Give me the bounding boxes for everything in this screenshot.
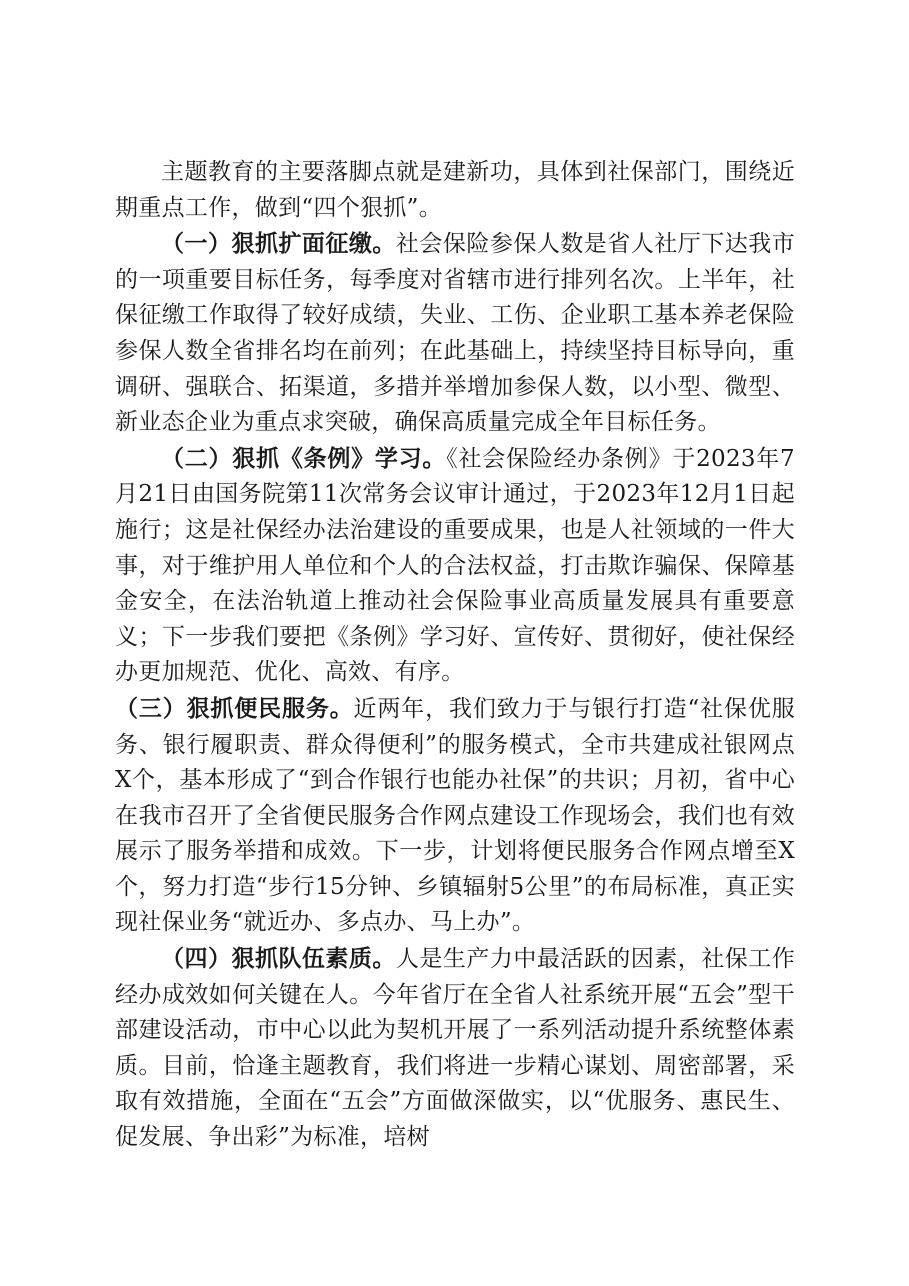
paragraph-text: 主题教育的主要落脚点就是建新功，具体到社保部门，围绕近期重点工作，做到“四个狠抓”。 [115, 159, 795, 221]
paragraph-section-3 [115, 691, 795, 941]
section-heading: （二）狠抓《条例》学习。 [161, 444, 447, 472]
paragraph-text: 《社会保险经办条例》于2023年7月21日由国务院第11次常务会议审计通过，于2023年12月1日起施行；这是社保经办法治建设的重要成果，也是人社领域的一件大事，对于维护用人单位和个人的合法权益，打击欺诈骗保、保障基金安全，在法治轨道上推动社会保险事业高质量发展具有重要意义；下一步我们要把《条例》学习好、宣传好、贯彻好，使社保经办更加规范、优化、高效、有序。 [115, 445, 795, 686]
paragraph-text: 近两年，我们致力于与银行打造“社保优服务、银行履职责、群众得便利”的服务模式，全市共建成社银网点X个，基本形成了“到合作银行也能办社保”的共识；月初，省中心在我市召开了全省便民服务合作网点建设工作现场会，我们也有效展示了服务举措和成效。下一步，计划将便民服务合作网点增至X个，努力打造“步行15分钟、乡镇辐射5公里”的布局标准，真正实现社保业务“就近办、多点办、马上办”。 [115, 695, 795, 936]
document-body [115, 154, 795, 1156]
paragraph-intro [115, 154, 795, 226]
section-heading: （四）狠抓队伍素质。 [161, 945, 396, 973]
paragraph-text: 社会保险参保人数是省人社厅下达我市的一项重要目标任务，每季度对省辖市进行排列名次。上半年，社保征缴工作取得了较好成绩，失业、工伤、企业职工基本养老保险参保人数全省排名均在前列；在此基础上，持续坚持目标导向，重调研、强联合、拓渠道，多措并举增加参保人数，以小型、微型、新业态企业为重点求突破，确保高质量完成全年目标任务。 [115, 231, 796, 436]
paragraph-section-2 [115, 441, 795, 691]
paragraph-text: 人是生产力中最活跃的因素，社保工作经办成效如何关键在人。今年省厅在全省人社系统开展“五会”型干部建设活动，市中心以此为契机开展了一系列活动提升系统整体素质。目前，恰逢主题教育，我们将进一步精心谋划、周密部署，采取有效措施，全面在“五会”方面做深做实，以“优服务、惠民生、促发展、争出彩”为标准，培树 [115, 946, 796, 1151]
section-heading: （三）狠抓便民服务。 [115, 694, 354, 722]
paragraph-section-1 [115, 226, 795, 441]
section-heading: （一）狠抓扩面征缴。 [161, 230, 396, 258]
paragraph-section-4 [115, 941, 795, 1156]
